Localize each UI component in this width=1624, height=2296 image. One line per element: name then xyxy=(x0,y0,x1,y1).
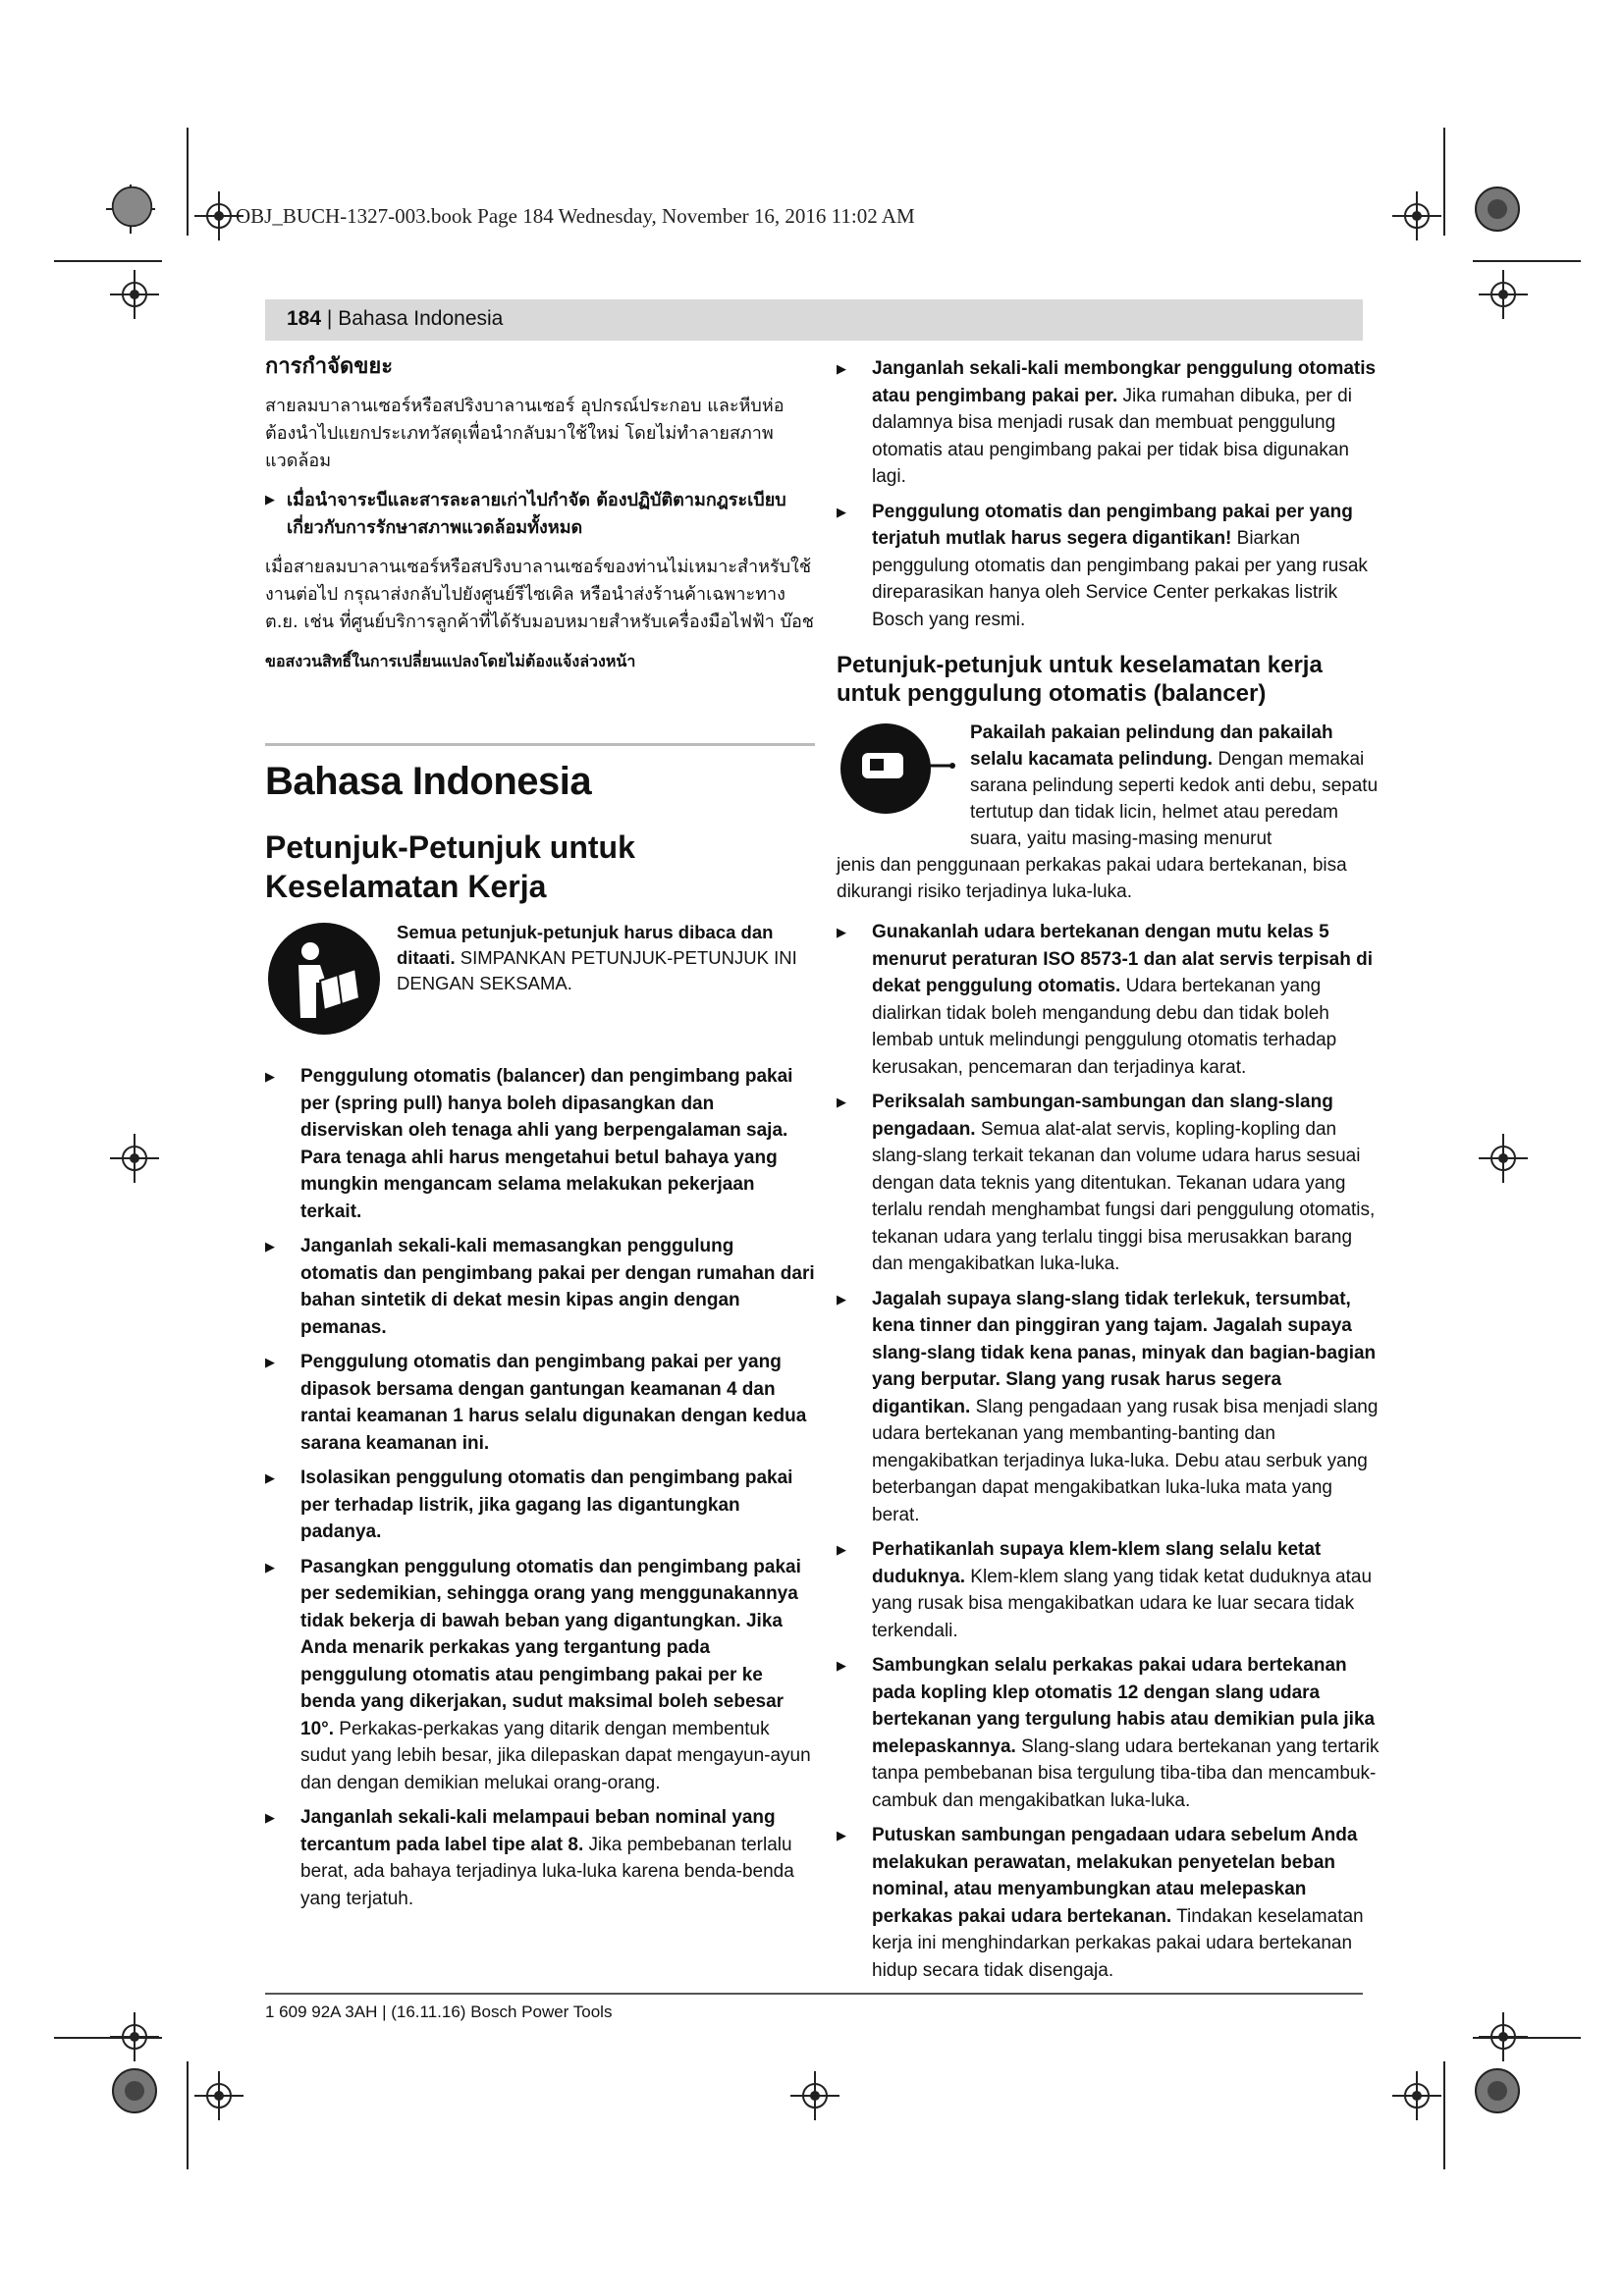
intro-text: SIMPANKAN PETUNJUK-PETUNJUK INI DENGAN SEKSAMA. xyxy=(397,947,797,993)
bullet-text: Tindakan keselamatan kerja ini menghindarkan perkakas pakai udara bertekanan hidup secara tidak disengaja. xyxy=(872,1905,1364,1981)
bullet-bold: Isolasikan penggulung otomatis dan pengimbang pakai per terhadap listrik, jika gagang las digantungkan padanya. xyxy=(300,1468,793,1542)
subsection-title: Petunjuk-petunjuk untuk keselamatan kerja untuk penggulung otomatis (balancer) xyxy=(837,652,1323,707)
color-wheel-icon xyxy=(110,2066,159,2115)
thai-heading: การกำจัดขยะ xyxy=(265,354,394,379)
bullet-bold: Periksalah sambungan-sambungan dan slang-slang pengadaan. xyxy=(872,1092,1333,1140)
footer: 1 609 92A 3AH | (16.11.16) Bosch Power Tools xyxy=(265,2002,613,2021)
glove-text: Dengan memakai sarana pelindung seperti kedok anti debu, sepatu tertutup dan tidak licin, helmet atau peredam suara, yaitu masing-masing menurut xyxy=(970,749,1379,849)
registration-mark-icon xyxy=(1392,191,1441,240)
bullet-text: Klem-klem slang yang tidak ketat duduknya atau yang rusak bisa mengakibatkan udara ke luar secara tidak terkendali. xyxy=(872,1566,1373,1641)
header-language: Bahasa Indonesia xyxy=(338,307,504,330)
bullet-bold: Perhatikanlah supaya klem-klem slang selalu ketat duduknya. xyxy=(872,1539,1322,1587)
registration-mark-icon xyxy=(194,2071,244,2120)
print-line: OBJ_BUCH-1327-003.book Page 184 Wednesday, November 16, 2016 11:02 AM xyxy=(236,204,915,228)
read-manual-icon xyxy=(265,920,383,1038)
bullet-bold: Jagalah supaya slang-slang tidak terlekuk, tersumbat, kena tinner dan pinggiran yang tajam. Jagalah supaya slang-slang tidak kena panas, minyak dan bagian-bagian yang berputar. Slang yang rusak harus segera digantikan. xyxy=(872,1288,1377,1417)
section-title-line: Keselamatan Kerja xyxy=(265,869,547,904)
bullet-text: Jika pembebanan terlalu berat, ada bahaya terjadinya luka-luka karena benda-benda yang terjatuh. xyxy=(300,1834,794,1909)
safety-bullet xyxy=(265,1233,815,1341)
bullet-text: Slang pengadaan yang rusak bisa menjadi slang udara bertekanan yang membanting-banting dan mengakibatkan terjadinya luka-luka. Debu atau serbuk yang beterbangan dapat mengakibatkan luka-luka mata yang berat. xyxy=(872,1396,1379,1525)
safety-glasses-icon xyxy=(837,720,958,818)
bullet-bold: Pasangkan penggulung otomatis dan pengimbang pakai per sedemikian, sehingga orang yang menggunakannya tidak bekerja di bawah beban yang digantungkan. Jika Anda menarik perkakas yang tergantung pada penggulung otomatis atau pengimbang pakai per ke benda yang dikerjakan, sudut maksimal boleh sebesar 10°. xyxy=(300,1556,801,1739)
bullet-text: Slang-slang udara bertekanan yang tertarik tanpa pembebanan bisa tergulung tiba-tiba dan mencambuk-cambuk dan mengakibatkan luka-luka. xyxy=(872,1735,1380,1811)
safety-bullet xyxy=(265,1804,815,1912)
bullet-bold: Janganlah sekali-kali membongkar penggulung otomatis atau pengimbang pakai per. xyxy=(872,358,1377,406)
bullet-bold: Putuskan sambungan pengadaan udara sebelum Anda melakukan perawatan, melakukan penyetelan beban nominal, atau menyambungkan atau melepaskan perkakas pakai udara bertekanan. xyxy=(872,1825,1358,1927)
section-title xyxy=(265,828,815,906)
registration-mark-icon xyxy=(110,2012,159,2061)
color-wheel-icon xyxy=(110,185,154,229)
read-manual-notice xyxy=(265,920,815,1038)
glove-bold: Pakailah pakaian pelindung dan pakailah selalu kacamata pelindung. xyxy=(970,722,1333,770)
bullet-bold: Janganlah sekali-kali melampaui beban nominal yang tercantum pada label tipe alat 8. xyxy=(300,1807,776,1855)
bullet-text: Biarkan penggulung otomatis dan pengimbang pakai per yang rusak direparasikan hanya oleh Service Center perkakas listrik Bosch yang resmi. xyxy=(872,528,1368,630)
safety-bullet xyxy=(837,1536,1382,1644)
safety-bullet xyxy=(837,1286,1382,1529)
registration-mark-icon xyxy=(1479,270,1528,319)
bullet-bold: Sambungkan selalu perkakas pakai udara bertekanan pada kopling klep otomatis 12 dengan slang udara bertekanan yang tergulung habis atau demikian pula jika melepaskannya. xyxy=(872,1655,1376,1757)
protective-equipment-notice xyxy=(837,720,1382,852)
color-wheel-icon xyxy=(1473,2066,1522,2115)
right-column xyxy=(837,355,1382,1992)
registration-mark-icon xyxy=(1392,2071,1441,2120)
safety-bullet xyxy=(265,1554,815,1797)
bullet-bold: Penggulung otomatis (balancer) dan pengimbang pakai per (spring pull) hanya boleh dipasangkan dan diserviskan oleh tenaga ahli yang berpengalaman saja. Para tenaga ahli harus mengetahui betul bahaya yang mungkin mengancam selama melakukan pekerjaan terkait. xyxy=(300,1066,793,1222)
bullet-text: Jika rumahan dibuka, per di dalamnya bisa menjadi rusak dan membuat penggulung otomatis atau pengimbang pakai per tidak bisa digunakan lagi. xyxy=(872,385,1352,487)
thai-paragraph: สายลมบาลานเซอร์หรือสปริงบาลานเซอร์ อุปกรณ์ประกอบ และหีบห่อ ต้องนำไปแยกประเภทวัสดุเพื่อนำกลับมาใช้ใหม่ โดยไม่ทำลายสภาพแวดล้อม xyxy=(265,396,785,471)
safety-bullet xyxy=(837,1652,1382,1814)
safety-bullet xyxy=(265,1063,815,1225)
section-divider xyxy=(265,743,815,746)
bullet-text: Semua alat-alat servis, kopling-kopling dan slang-slang terkait tekanan dan volume udara harus sesuai dengan data teknis yang ditentukan. Tekanan udara yang terlalu rendah menghambat fungsi dari penggulung otomatis, tekanan udara yang terlalu tinggi bisa merusakkan barang dan mengakibatkan luka-luka. xyxy=(872,1118,1376,1274)
bullet-bold: Penggulung otomatis dan pengimbang pakai per yang terjatuh mutlak harus segera digantikan! xyxy=(872,501,1353,549)
page-number: 184 xyxy=(287,307,322,330)
safety-bullet xyxy=(837,355,1382,491)
bullet-bold: Janganlah sekali-kali memasangkan penggulung otomatis dan pengimbang pakai per dengan rumahan dari bahan sintetik di dekat mesin kipas angin dengan pemanas. xyxy=(300,1236,815,1338)
color-wheel-icon xyxy=(1473,185,1522,234)
registration-mark-icon xyxy=(110,270,159,319)
safety-bullet xyxy=(837,919,1382,1081)
registration-mark-icon xyxy=(790,2071,839,2120)
thai-paragraph: เมื่อสายลมบาลานเซอร์หรือสปริงบาลานเซอร์ของท่านไม่เหมาะสำหรับใช้งานต่อไป กรุณาส่งกลับไปยังศูนย์รีไซเคิล หรือนำส่งร้านค้าเฉพาะทาง ต.ย. เช่น ที่ศูนย์บริการลูกค้าที่ได้รับมอบหมายสำหรับเครื่องมือไฟฟ้า บ๊อช xyxy=(265,557,814,632)
bullet-bold: Penggulung otomatis dan pengimbang pakai per yang dipasok bersama dengan gantungan keamanan 4 dan rantai keamanan 1 harus selalu digunakan dengan kedua sarana keamanan ini. xyxy=(300,1352,807,1454)
running-header xyxy=(287,307,503,331)
bullet-bold: Gunakanlah udara bertekanan dengan mutu kelas 5 menurut peraturan ISO 8573-1 dan alat servis terpisah di dekat penggulung otomatis. xyxy=(872,922,1374,996)
intro-bold: Semua petunjuk-petunjuk harus dibaca dan ditaati. xyxy=(397,922,774,968)
language-title: Bahasa Indonesia xyxy=(265,760,592,803)
glove-continuation: jenis dan penggunaan perkakas pakai udara bertekanan, bisa dikurangi risiko terjadinya luka-luka. xyxy=(837,855,1347,902)
safety-bullet xyxy=(837,1822,1382,1984)
bullet-text: Udara bertekanan yang dialirkan tidak boleh mengandung debu dan tidak boleh lembab untuk melindungi penggulung otomatis terhadap kerusakan, pencemaran dan terjadinya karat. xyxy=(872,976,1337,1078)
bullet-text: Perkakas-perkakas yang ditarik dengan membentuk sudut yang lebih besar, jika dilepaskan dapat mengayun-ayun dan dengan demikian melukai orang-orang. xyxy=(300,1718,811,1793)
thai-bullet: ▶ เมื่อนำจาระบีและสารละลายเก่าไปกำจัด ต้องปฏิบัติตามกฎระเบียบเกี่ยวกับการรักษาสภาพแวดล้อมทั้งหมด xyxy=(265,487,815,542)
registration-mark-icon xyxy=(110,1134,159,1183)
registration-mark-icon xyxy=(1479,2012,1528,2061)
safety-bullet xyxy=(265,1349,815,1457)
section-title-line: Petunjuk-Petunjuk untuk xyxy=(265,829,635,865)
registration-mark-icon xyxy=(1479,1134,1528,1183)
thai-notice: ขอสงวนสิทธิ์ในการเปลี่ยนแปลงโดยไม่ต้องแจ้งล่วงหน้า xyxy=(265,652,636,670)
header-separator: | xyxy=(326,307,333,330)
footer-rule xyxy=(265,1993,1363,1995)
left-column xyxy=(265,348,815,1920)
safety-bullet xyxy=(837,1089,1382,1278)
safety-bullet xyxy=(265,1465,815,1546)
safety-bullet xyxy=(837,499,1382,634)
